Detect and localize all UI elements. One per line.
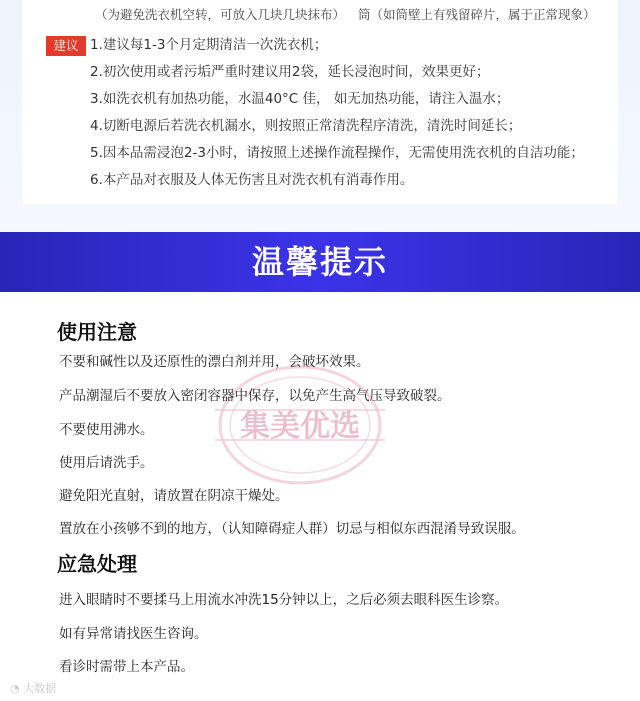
usage-line-4: 使用后请洗手。 xyxy=(59,455,154,471)
emergency-title: 应急处理 xyxy=(57,552,137,576)
usage-title: 使用注意 xyxy=(57,320,137,344)
stamp-watermark xyxy=(205,350,395,500)
advice-item-4: 4.切断电源后若洗衣机漏水，则按照正常清洗程序清洗，清洗时间延长； xyxy=(90,118,522,134)
advice-item-6: 6.本产品对衣服及人体无伤害且对洗衣机有消毒作用。 xyxy=(90,172,414,188)
emergency-line-3: 看诊时需带上本产品。 xyxy=(59,659,194,675)
advice-list xyxy=(90,34,584,196)
note-left: （为避免洗衣机空转，可放入几块几块抹布） xyxy=(95,7,346,22)
banner-title: 温馨提示 xyxy=(0,232,640,292)
top-section xyxy=(0,0,640,232)
advice-item-5: 5.因本品需浸泡2-3小时，请按照上述操作流程操作，无需使用洗衣机的自洁功能； xyxy=(90,145,584,161)
usage-line-1: 不要和碱性以及还原性的漂白剂并用，会破坏效果。 xyxy=(59,354,370,370)
watermark-icon: ◔ xyxy=(10,682,20,695)
advice-item-1: 1.建议每1-3个月定期清洁一次洗衣机； xyxy=(90,37,328,53)
note-right: 筒（如筒壁上有残留碎片，属于正常现象） xyxy=(358,7,596,22)
advice-item-2: 2.初次使用或者污垢严重时建议用2袋，延长浸泡时间，效果更好； xyxy=(90,64,490,80)
advice-tag: 建议 xyxy=(46,36,86,56)
advice-item-3: 3.如洗衣机有加热功能，水温40°C 佳， 如无加热功能，请注入温水； xyxy=(90,91,510,107)
corner-watermark xyxy=(10,680,56,696)
usage-line-3: 不要使用沸水。 xyxy=(59,422,154,438)
stamp-text: 集美优选 xyxy=(240,409,360,444)
emergency-line-1: 进入眼睛时不要揉马上用流水冲洗15分钟以上，之后必须去眼科医生诊察。 xyxy=(59,592,509,608)
usage-line-5: 避免阳光直射，请放置在阴凉干燥处。 xyxy=(59,488,289,504)
usage-line-2: 产品潮湿后不要放入密闭容器中保存，以免产生高气压导致破裂。 xyxy=(59,388,451,404)
emergency-line-2: 如有异常请找医生咨询。 xyxy=(59,626,208,642)
usage-line-6: 置放在小孩够不到的地方，（认知障碍症人群）切忌与相似东西混淆导致误服。 xyxy=(59,521,525,537)
watermark-text: 大数据 xyxy=(23,682,57,695)
